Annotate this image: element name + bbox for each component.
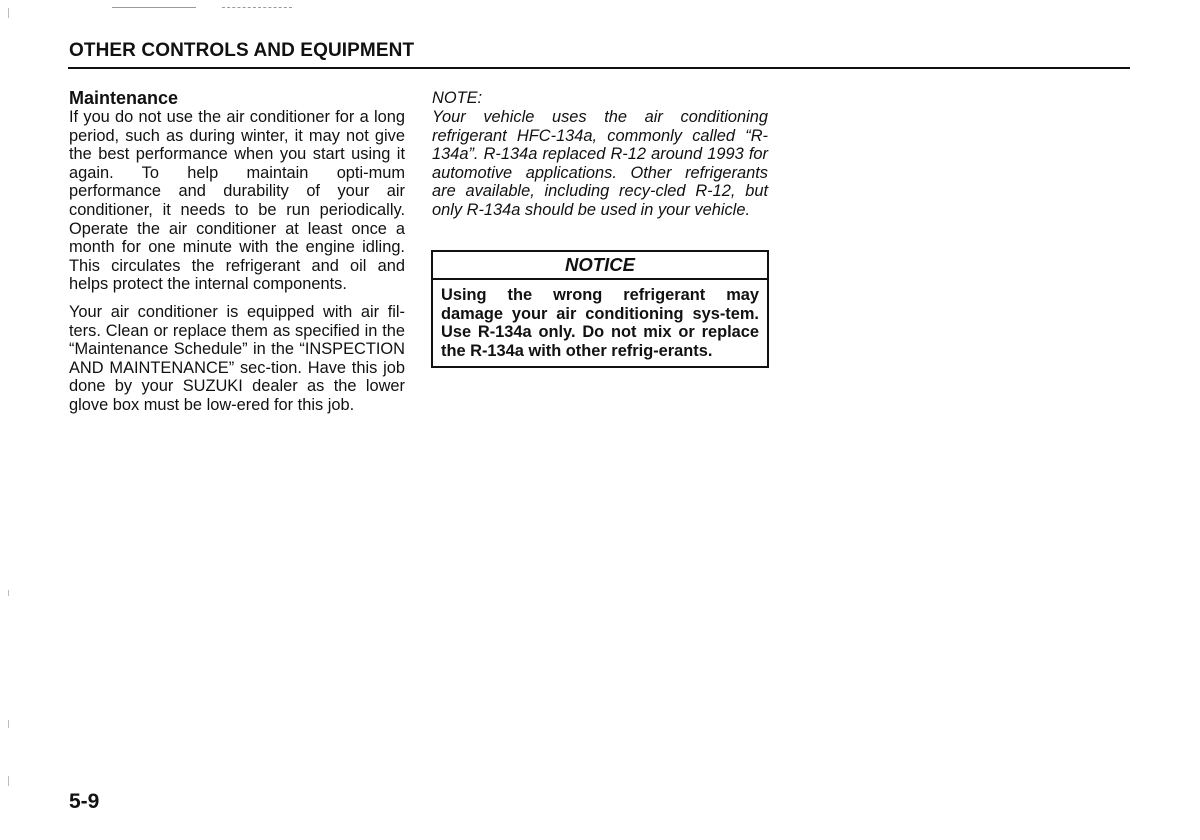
notice-text: Using the wrong refrigerant may damage your air conditioning sys-tem. Use R-134a only. Do not mix or replace the R-134a with other refrig-erants.	[441, 286, 759, 360]
maintenance-paragraph-1: If you do not use the air conditioner for a long period, such as during winter, it may not give the best performance when you start using it again. To help maintain opti-mum performance and durability of your air conditioner, it needs to be run periodically. Operate the air conditioner at least once a month for one minute with the engine idling. This circulates the refrigerant and oil and helps protect the internal components.	[69, 108, 405, 294]
note-text: Your vehicle uses the air conditioning refrigerant HFC-134a, commonly called “R-134a”. R-134a replaced R-12 around 1993 for automotive applications. Other refrigerants are available, including recy-cled R-12, but only R-134a should be used in your vehicle.	[432, 108, 768, 219]
scan-artifact-line	[222, 7, 292, 8]
margin-tick	[8, 720, 9, 728]
page-number: 5-9	[69, 790, 100, 813]
maintenance-heading: Maintenance	[69, 88, 179, 108]
margin-tick	[8, 776, 9, 786]
right-column	[432, 88, 768, 220]
note-label: NOTE:	[432, 89, 483, 107]
notice-title: NOTICE	[433, 252, 767, 280]
margin-tick	[8, 590, 9, 596]
left-column	[69, 88, 405, 415]
margin-tick	[8, 8, 9, 18]
maintenance-paragraph-2: Your air conditioner is equipped with air fil-ters. Clean or replace them as specified in the “Maintenance Schedule” in the “INSPECTION AND MAINTENANCE” sec-tion. Have this job done by your SUZUKI dealer as the lower glove box must be low-ered for this job.	[69, 302, 405, 414]
section-header: OTHER CONTROLS AND EQUIPMENT	[69, 40, 415, 61]
header-rule	[68, 67, 1130, 69]
notice-box	[431, 250, 769, 368]
scan-artifact-line	[112, 7, 196, 8]
